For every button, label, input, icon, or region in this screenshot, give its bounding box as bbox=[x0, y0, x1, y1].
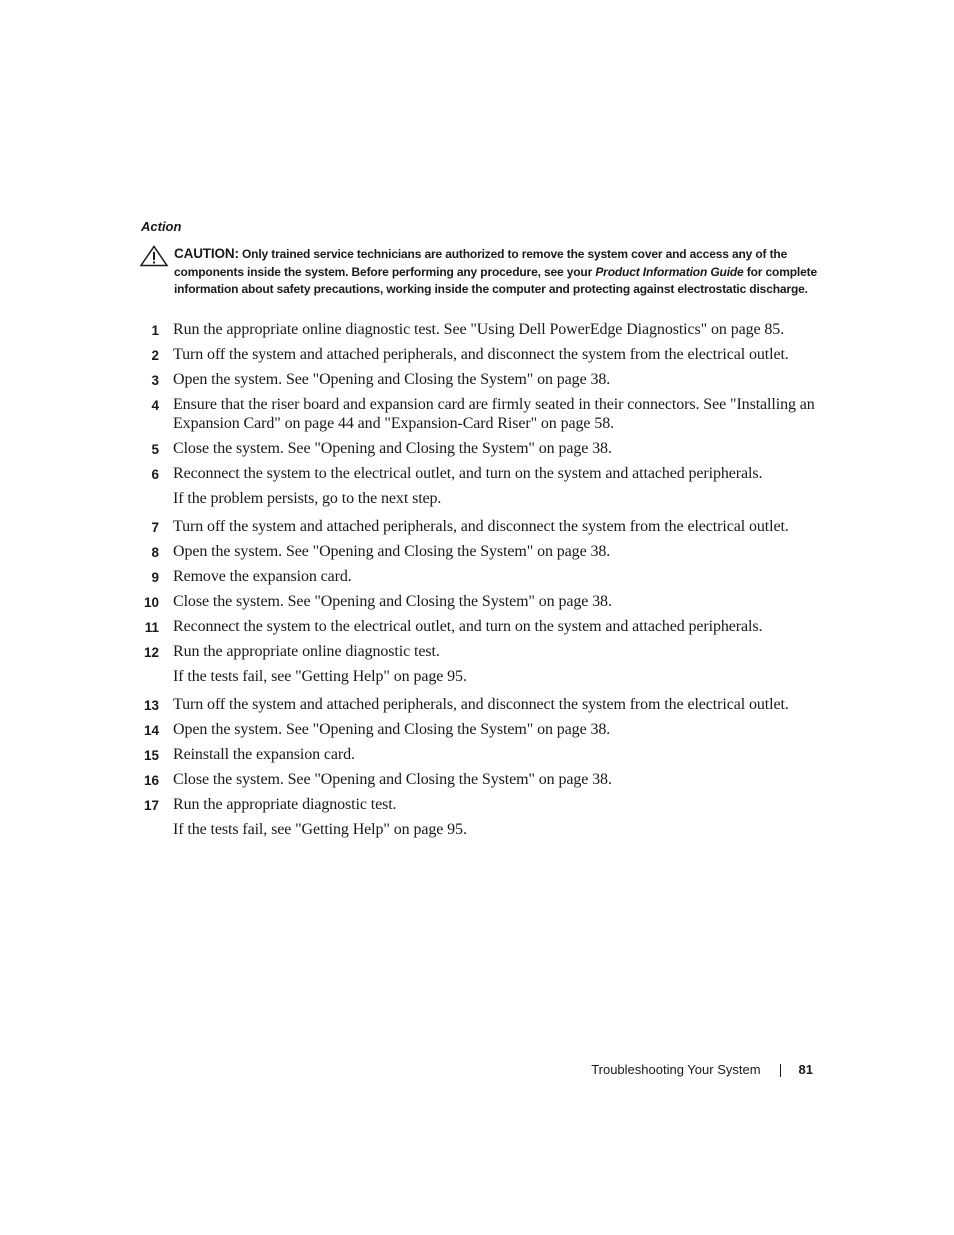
step-text: Ensure that the riser board and expansion card are firmly seated in their connectors. See "Installing an Expansion Card" on page 44 and "Expansion-Card Riser" on page 58. bbox=[173, 396, 815, 432]
step-6 bbox=[140, 464, 830, 483]
step-number: 14 bbox=[143, 723, 159, 738]
step-5 bbox=[140, 439, 830, 458]
step-1 bbox=[140, 320, 830, 339]
step-note: If the problem persists, go to the next step. bbox=[173, 490, 442, 507]
step-7 bbox=[140, 517, 830, 536]
step-number: 17 bbox=[143, 798, 159, 813]
section-heading: Action bbox=[141, 219, 182, 234]
step-15 bbox=[140, 745, 830, 764]
step-note: If the tests fail, see "Getting Help" on page 95. bbox=[173, 668, 467, 685]
step-number: 11 bbox=[144, 620, 159, 635]
step-text: Remove the expansion card. bbox=[173, 568, 352, 585]
step-2 bbox=[140, 345, 830, 364]
step-4 bbox=[140, 395, 830, 433]
step-number: 8 bbox=[151, 545, 159, 560]
step-12 bbox=[140, 642, 830, 661]
step-9 bbox=[140, 567, 830, 586]
step-17 bbox=[140, 795, 830, 814]
step-number: 3 bbox=[151, 373, 159, 388]
step-number: 2 bbox=[151, 348, 159, 363]
step-number: 1 bbox=[151, 323, 159, 338]
caution-label: CAUTION: bbox=[174, 246, 239, 261]
caution-notice bbox=[139, 245, 819, 299]
step-number: 10 bbox=[143, 595, 159, 610]
step-3 bbox=[140, 370, 830, 389]
step-number: 5 bbox=[151, 442, 159, 457]
step-number: 13 bbox=[143, 698, 159, 713]
step-text: Open the system. See "Opening and Closing the System" on page 38. bbox=[173, 721, 611, 738]
step-number: 16 bbox=[143, 773, 159, 788]
step-text: Turn off the system and attached peripherals, and disconnect the system from the electrical outlet. bbox=[173, 346, 789, 363]
step-text: Reconnect the system to the electrical outlet, and turn on the system and attached peripherals. bbox=[173, 618, 763, 635]
page-number: 81 bbox=[798, 1062, 813, 1077]
step-10 bbox=[140, 592, 830, 611]
step-number: 12 bbox=[143, 645, 159, 660]
step-number: 6 bbox=[151, 467, 159, 482]
caution-body: Only trained service technicians are authorized to remove the system cover and access any of the components inside the system. Before performing any procedure, see your bbox=[174, 247, 788, 279]
footer-divider bbox=[780, 1064, 781, 1077]
footer-section-title: Troubleshooting Your System bbox=[591, 1062, 761, 1077]
step-text: Close the system. See "Opening and Closing the System" on page 38. bbox=[173, 593, 612, 610]
step-text: Open the system. See "Opening and Closing the System" on page 38. bbox=[173, 371, 611, 388]
step-text: Reinstall the expansion card. bbox=[173, 746, 355, 763]
warning-triangle-icon bbox=[139, 245, 169, 267]
caution-text bbox=[174, 245, 819, 299]
step-text: Run the appropriate online diagnostic test. bbox=[173, 643, 440, 660]
step-text: Close the system. See "Opening and Closing the System" on page 38. bbox=[173, 440, 612, 457]
step-11 bbox=[140, 617, 830, 636]
step-text: Close the system. See "Opening and Closing the System" on page 38. bbox=[173, 771, 612, 788]
step-number: 7 bbox=[151, 520, 159, 535]
step-16 bbox=[140, 770, 830, 789]
step-text: Open the system. See "Opening and Closing the System" on page 38. bbox=[173, 543, 611, 560]
step-8 bbox=[140, 542, 830, 561]
step-text: Reconnect the system to the electrical outlet, and turn on the system and attached peripherals. bbox=[173, 465, 763, 482]
caution-body-end: for complete information about safety precautions, working inside the computer and protecting against electrostatic discharge. bbox=[174, 264, 817, 296]
step-text: Run the appropriate online diagnostic test. See "Using Dell PowerEdge Diagnostics" on page 85. bbox=[173, 321, 785, 338]
step-13 bbox=[140, 695, 830, 714]
step-text: Turn off the system and attached peripherals, and disconnect the system from the electrical outlet. bbox=[173, 696, 789, 713]
step-14 bbox=[140, 720, 830, 739]
step-text: Turn off the system and attached peripherals, and disconnect the system from the electrical outlet. bbox=[173, 518, 789, 535]
step-number: 15 bbox=[143, 748, 159, 763]
step-number: 9 bbox=[151, 570, 159, 585]
guide-title: Product Information Guide bbox=[595, 264, 744, 279]
page-footer bbox=[591, 1061, 813, 1079]
step-number: 4 bbox=[151, 398, 159, 413]
step-text: Run the appropriate diagnostic test. bbox=[173, 796, 397, 813]
step-note: If the tests fail, see "Getting Help" on page 95. bbox=[173, 821, 467, 838]
